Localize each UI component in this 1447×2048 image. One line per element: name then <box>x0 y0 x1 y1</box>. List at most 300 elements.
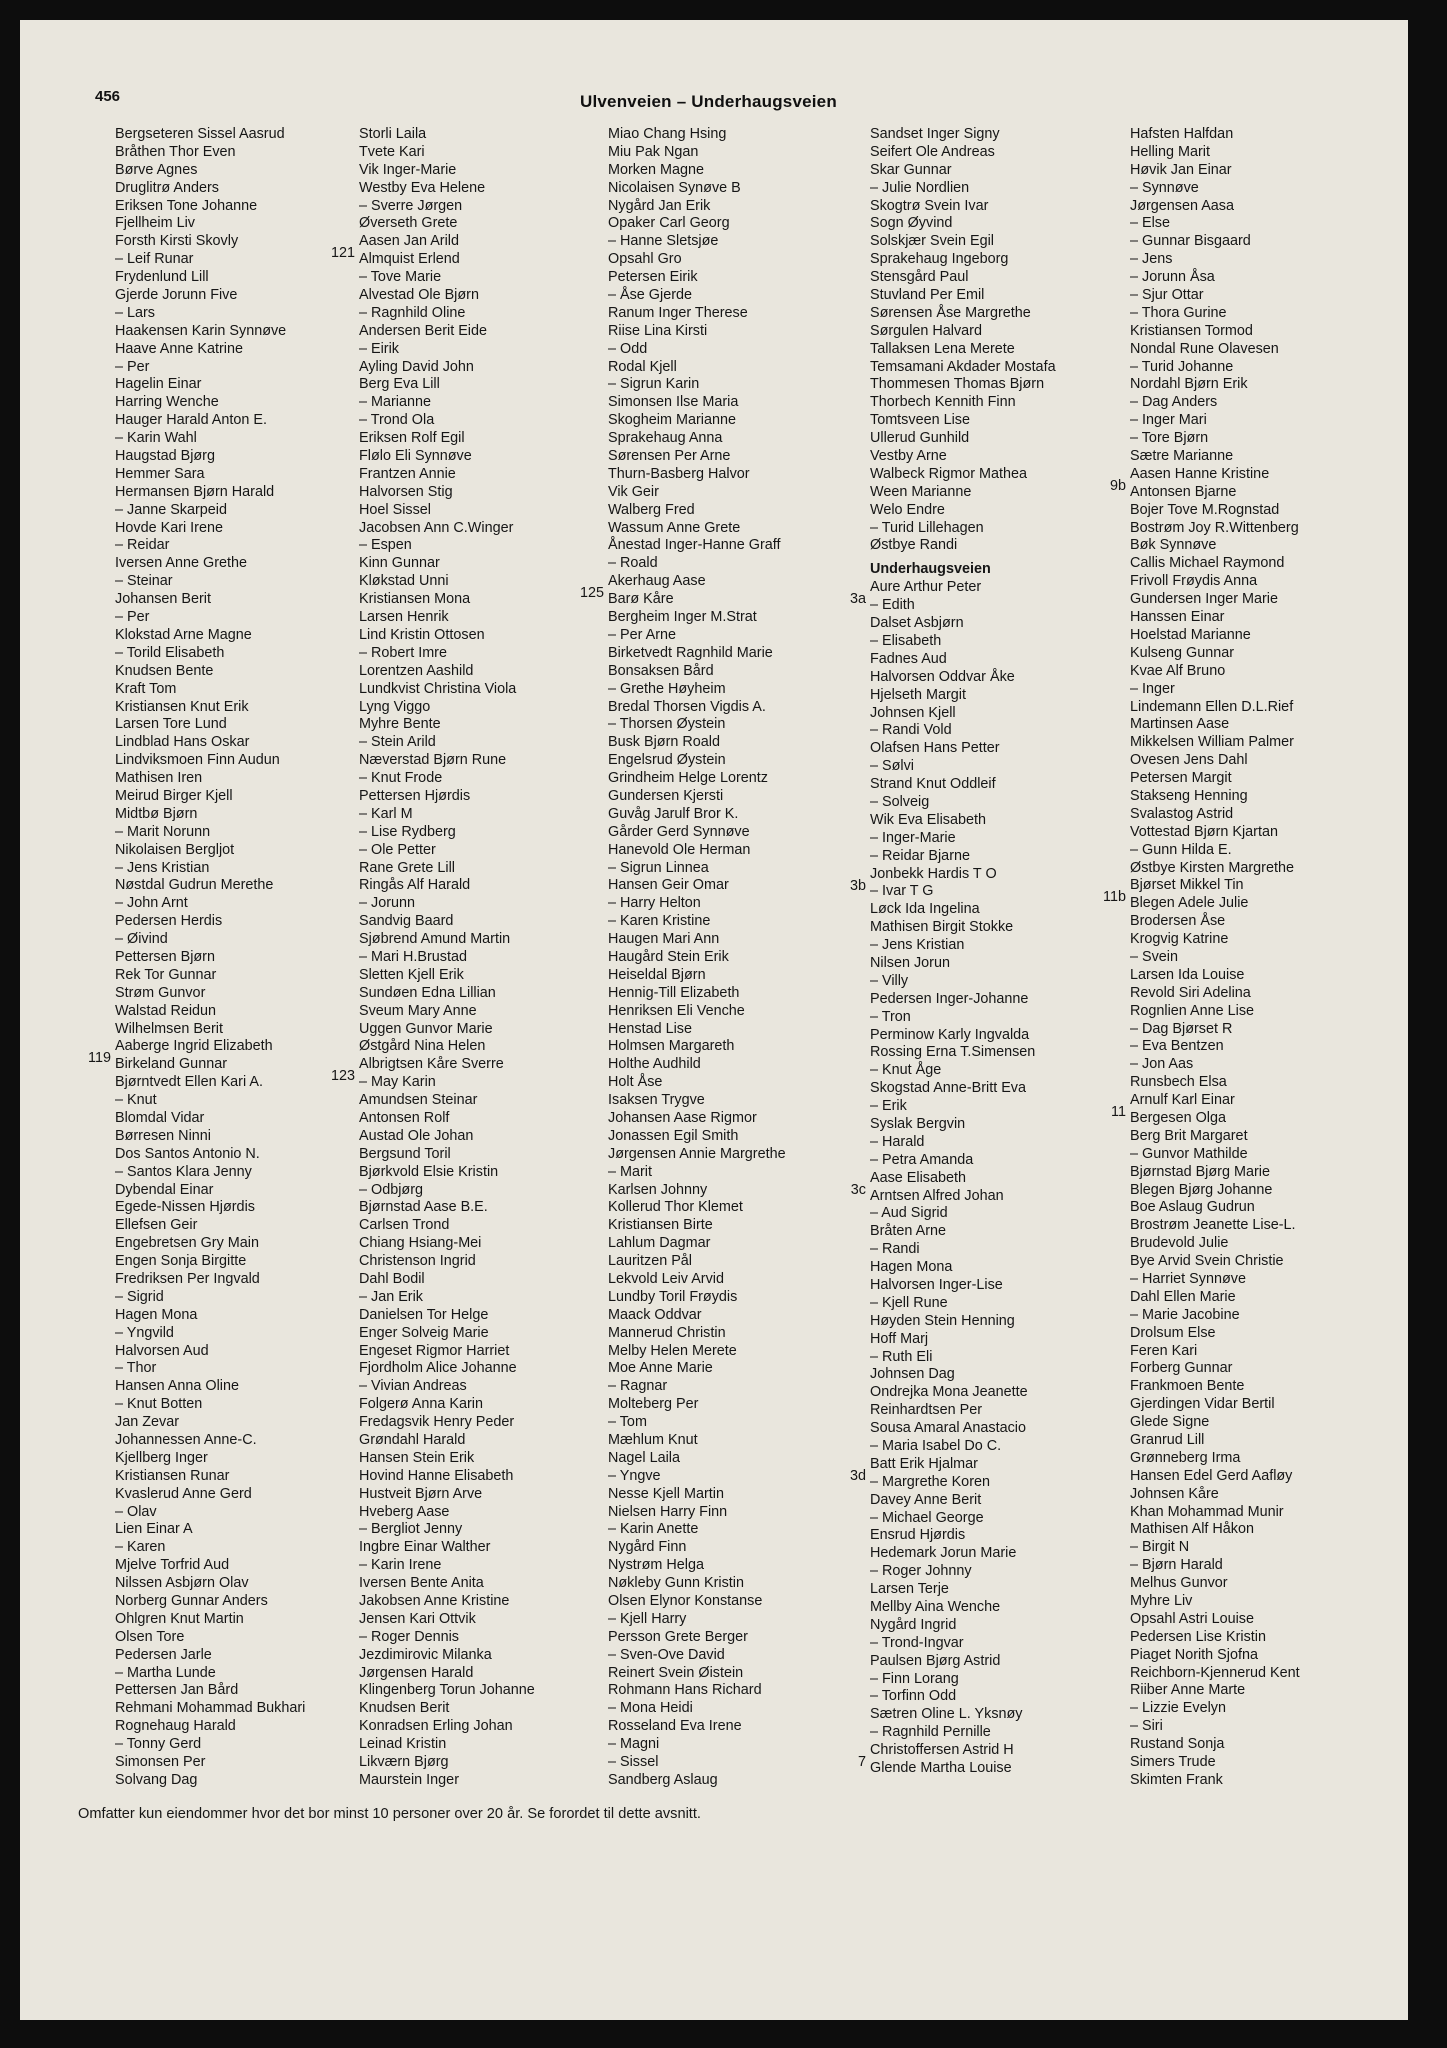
resident-entry <box>115 734 365 752</box>
directory-column-4 <box>849 126 1120 1778</box>
directory-column-5 <box>1103 126 1380 1790</box>
resident-name: – Stein Arild <box>359 734 436 751</box>
resident-name: Midtbø Bjørn <box>115 805 198 822</box>
resident-entry <box>608 1665 858 1683</box>
resident-entry <box>608 1128 858 1146</box>
resident-entry <box>115 1307 365 1325</box>
resident-entry <box>608 305 858 323</box>
resident-name: Martinsen Aase <box>1130 716 1230 733</box>
resident-name: Mæhlum Knut <box>608 1432 698 1449</box>
resident-entry <box>115 1378 365 1396</box>
resident-entry <box>608 394 858 412</box>
resident-entry <box>608 1378 858 1396</box>
resident-entry <box>608 1772 858 1790</box>
resident-entry <box>1130 1521 1380 1539</box>
resident-entry <box>1130 1038 1380 1056</box>
resident-entry <box>1130 752 1380 770</box>
resident-entry <box>1130 215 1380 233</box>
resident-entry <box>608 824 858 842</box>
resident-entry <box>115 1629 365 1647</box>
resident-entry <box>1130 1217 1380 1235</box>
resident-name: Forberg Gunnar <box>1130 1360 1233 1377</box>
resident-name: Svalastog Astrid <box>1130 805 1234 822</box>
resident-name: Skogstad Anne-Britt Eva <box>870 1080 1026 1097</box>
resident-entry <box>1130 1450 1380 1468</box>
house-number: 11b <box>1103 889 1126 906</box>
resident-name: Hoff Marj <box>870 1330 929 1347</box>
resident-entry <box>608 645 858 663</box>
resident-entry <box>1130 1557 1380 1575</box>
resident-name: – Karin Irene <box>359 1557 442 1574</box>
resident-entry <box>359 734 609 752</box>
resident-name: – Ragnar <box>608 1378 668 1395</box>
resident-name: – Ragnhild Oline <box>359 304 466 321</box>
resident-entry <box>115 520 365 538</box>
resident-entry <box>608 1021 858 1039</box>
resident-name: Østbye Randi <box>870 537 958 554</box>
resident-name: – Sigrun Linnea <box>608 859 709 876</box>
resident-entry <box>608 842 858 860</box>
resident-entry <box>115 162 365 180</box>
resident-entry <box>359 520 609 538</box>
house-number: 7 <box>857 1754 866 1771</box>
resident-name: – Elisabeth <box>870 632 942 649</box>
resident-entry <box>115 752 365 770</box>
resident-entry <box>359 913 609 931</box>
resident-entry <box>870 1223 1120 1241</box>
resident-name: Øverseth Grete <box>359 215 458 232</box>
resident-entry <box>608 484 858 502</box>
resident-entry <box>359 770 609 788</box>
resident-name: – Kjell Harry <box>608 1610 687 1627</box>
resident-entry <box>115 126 365 144</box>
resident-name: – Inger Mari <box>1130 412 1207 429</box>
resident-entry <box>1130 913 1380 931</box>
resident-name: Nagel Laila <box>608 1449 681 1466</box>
resident-entry <box>1130 1343 1380 1361</box>
resident-name: Ingbre Einar Walther <box>359 1539 491 1556</box>
resident-name: – Inger-Marie <box>870 829 956 846</box>
resident-entry <box>1130 1504 1380 1522</box>
resident-name: Jan Zevar <box>115 1414 179 1431</box>
resident-entry <box>359 1647 609 1665</box>
resident-entry <box>608 788 858 806</box>
resident-name: Morken Magne <box>608 161 704 178</box>
resident-entry <box>1130 949 1380 967</box>
resident-name: Nygård Ingrid <box>870 1616 957 1633</box>
resident-entry <box>608 1343 858 1361</box>
resident-name: Fjordholm Alice Johanne <box>359 1360 517 1377</box>
resident-name: Rustand Sonja <box>1130 1736 1225 1753</box>
resident-entry <box>1130 1772 1380 1790</box>
resident-entry <box>1130 645 1380 663</box>
resident-entry <box>359 663 609 681</box>
resident-entry <box>1130 144 1380 162</box>
resident-entry <box>1130 824 1380 842</box>
resident-name: Olsen Elynor Konstanse <box>608 1593 763 1610</box>
resident-entry <box>115 788 365 806</box>
resident-name: Brodersen Åse <box>1130 913 1226 930</box>
resident-name: Kulseng Gunnar <box>1130 644 1235 661</box>
resident-entry <box>359 1432 609 1450</box>
resident-name: – Villy <box>870 972 909 989</box>
resident-name: – Tonny Gerd <box>115 1736 202 1753</box>
resident-name: Lundkvist Christina Viola <box>359 680 517 697</box>
resident-name: Lindblad Hans Oskar <box>115 734 250 751</box>
resident-name: – Yngvild <box>115 1324 174 1341</box>
resident-name: Aaberge Ingrid Elizabeth <box>115 1038 273 1055</box>
resident-entry <box>608 1289 858 1307</box>
resident-entry <box>608 1414 858 1432</box>
resident-name: Grindheim Helge Lorentz <box>608 770 768 787</box>
resident-entry <box>1130 1360 1380 1378</box>
resident-entry <box>1130 520 1380 538</box>
resident-name: Callis Michael Raymond <box>1130 555 1285 572</box>
resident-entry <box>359 484 609 502</box>
resident-entry <box>608 1593 858 1611</box>
resident-name: Fadnes Aud <box>870 650 947 667</box>
resident-entry <box>359 287 609 305</box>
resident-entry <box>870 520 1120 538</box>
resident-entry <box>115 1575 365 1593</box>
house-number: 125 <box>579 585 604 602</box>
resident-name: Drolsum Else <box>1130 1324 1216 1341</box>
resident-name: – Ruth Eli <box>870 1348 933 1365</box>
resident-entry <box>608 1468 858 1486</box>
resident-name: Bergsund Toril <box>359 1145 451 1162</box>
resident-name: Bojer Tove M.Rognstad <box>1130 501 1280 518</box>
resident-name: Nilsen Jorun <box>870 954 950 971</box>
resident-entry <box>115 144 365 162</box>
resident-name: Bredal Thorsen Vigdis A. <box>608 698 766 715</box>
resident-name: Arntsen Alfred Johan <box>870 1187 1004 1204</box>
resident-name: Nøstdal Gudrun Merethe <box>115 877 274 894</box>
resident-entry <box>1130 1736 1380 1754</box>
resident-entry <box>608 430 858 448</box>
resident-name: – Espen <box>359 537 412 554</box>
resident-name: – Lars <box>115 304 155 321</box>
resident-entry <box>359 1182 609 1200</box>
resident-name: – Karen <box>115 1539 166 1556</box>
resident-entry <box>870 1259 1120 1277</box>
house-number: 3a <box>849 591 866 608</box>
house-number: 119 <box>88 1050 111 1067</box>
resident-name: Bjørkvold Elsie Kristin <box>359 1163 499 1180</box>
resident-name: Skogtrø Svein Ivar <box>870 197 989 214</box>
resident-entry <box>115 1521 365 1539</box>
resident-name: Andersen Berit Eide <box>359 322 487 339</box>
resident-name: – Sven-Ove David <box>608 1646 725 1663</box>
resident-name: Ondrejka Mona Jeanette <box>870 1384 1028 1401</box>
resident-name: Mannerud Christin <box>608 1324 726 1341</box>
resident-entry <box>1130 1021 1380 1039</box>
resident-entry <box>359 1521 609 1539</box>
resident-entry <box>115 860 365 878</box>
resident-name: Temsamani Akdader Mostafa <box>870 358 1056 375</box>
resident-entry <box>870 1760 1120 1778</box>
resident-entry <box>359 1235 609 1253</box>
resident-name: – Sjur Ottar <box>1130 287 1204 304</box>
resident-name: Østbye Kirsten Margrethe <box>1130 859 1294 876</box>
resident-name: Nikolaisen Bergljot <box>115 841 235 858</box>
resident-entry <box>870 1688 1120 1706</box>
resident-entry <box>1130 323 1380 341</box>
resident-entry <box>359 215 609 233</box>
resident-name: – Eva Bentzen <box>1130 1038 1224 1055</box>
resident-name: – Bergliot Jenny <box>359 1521 463 1538</box>
resident-entry <box>870 1724 1120 1742</box>
resident-name: Blegen Bjørg Johanne <box>1130 1181 1273 1198</box>
resident-entry <box>608 1521 858 1539</box>
resident-name: Dalset Asbjørn <box>870 615 964 632</box>
resident-entry <box>870 1080 1120 1098</box>
resident-entry <box>870 973 1120 991</box>
resident-name: Carlsen Trond <box>359 1217 450 1234</box>
resident-name: Hagen Mona <box>115 1306 198 1323</box>
house-number: 3d <box>849 1467 866 1484</box>
resident-entry <box>115 1360 365 1378</box>
resident-entry <box>115 591 365 609</box>
resident-entry <box>608 555 858 573</box>
resident-name: Nygård Finn <box>608 1539 687 1556</box>
resident-entry <box>870 1563 1120 1581</box>
resident-name: Gårder Gerd Synnøve <box>608 823 750 840</box>
resident-name: Myhre Bente <box>359 716 441 733</box>
resident-name: Austad Ole Johan <box>359 1127 474 1144</box>
resident-entry <box>608 162 858 180</box>
resident-entry <box>870 991 1120 1009</box>
resident-entry <box>870 1277 1120 1295</box>
resident-name: Birketvedt Ragnhild Marie <box>608 644 773 661</box>
resident-entry <box>608 1199 858 1217</box>
resident-entry <box>870 651 1120 669</box>
resident-name: – Jens Kristian <box>115 859 210 876</box>
resident-name: – Harriet Synnøve <box>1130 1271 1246 1287</box>
resident-entry <box>359 126 609 144</box>
resident-name: Rehmani Mohammad Bukhari <box>115 1700 306 1717</box>
resident-entry <box>1130 359 1380 377</box>
resident-name: – Robert Imre <box>359 644 447 661</box>
resident-entry <box>1130 1611 1380 1629</box>
resident-name: Haugstad Bjørg <box>115 448 215 465</box>
resident-entry <box>870 1510 1120 1528</box>
resident-name: Blegen Adele Julie <box>1130 895 1249 912</box>
resident-entry <box>115 1271 365 1289</box>
resident-entry <box>359 752 609 770</box>
resident-name: Melby Helen Merete <box>608 1342 737 1359</box>
page-header: Ulvenveien – Underhaugsveien <box>580 92 837 111</box>
resident-name: – Torfinn Odd <box>870 1688 957 1705</box>
resident-name: Folgerø Anna Karin <box>359 1396 483 1413</box>
resident-name: Lyng Viggo <box>359 698 431 715</box>
resident-entry <box>608 860 858 878</box>
resident-entry <box>608 448 858 466</box>
resident-entry <box>608 967 858 985</box>
resident-name: – Odd <box>608 340 648 357</box>
resident-name: Eriksen Tone Johanne <box>115 197 258 214</box>
resident-entry <box>359 1593 609 1611</box>
resident-name: Nystrøm Helga <box>608 1557 704 1574</box>
resident-entry <box>359 949 609 967</box>
resident-entry <box>608 359 858 377</box>
resident-entry <box>1130 1074 1380 1092</box>
resident-entry <box>608 466 858 484</box>
resident-name: Amundsen Steinar <box>359 1092 478 1109</box>
resident-name: – Finn Lorang <box>870 1670 959 1687</box>
resident-name: Miao Chang Hsing <box>608 126 727 142</box>
resident-entry <box>115 305 365 323</box>
resident-name: Larsen Tore Lund <box>115 716 227 733</box>
resident-entry <box>359 466 609 484</box>
resident-entry <box>115 1146 365 1164</box>
resident-name: Maack Oddvar <box>608 1306 702 1323</box>
resident-entry <box>115 573 365 591</box>
resident-entry <box>870 633 1120 651</box>
resident-entry <box>608 215 858 233</box>
resident-entry <box>359 430 609 448</box>
resident-entry <box>870 1527 1120 1545</box>
resident-entry <box>870 848 1120 866</box>
resident-name: Opaker Carl Georg <box>608 215 730 232</box>
resident-name: Bostrøm Joy R.Wittenberg <box>1130 519 1299 536</box>
resident-entry <box>359 716 609 734</box>
resident-name: Mikkelsen William Palmer <box>1130 734 1294 751</box>
resident-name: – Vivian Andreas <box>359 1378 467 1395</box>
resident-entry <box>870 376 1120 394</box>
resident-name: Sveum Mary Anne <box>359 1002 477 1019</box>
resident-entry <box>608 1754 858 1772</box>
resident-name: Lundby Toril Frøydis <box>608 1288 738 1305</box>
resident-entry <box>115 967 365 985</box>
resident-entry <box>359 305 609 323</box>
resident-name: Henriksen Eli Venche <box>608 1002 745 1019</box>
resident-entry <box>870 502 1120 520</box>
resident-entry <box>359 1325 609 1343</box>
resident-entry <box>115 1718 365 1736</box>
resident-entry <box>359 1217 609 1235</box>
resident-name: Bråthen Thor Even <box>115 143 236 160</box>
resident-entry <box>1130 681 1380 699</box>
resident-name: Nordahl Bjørn Erik <box>1130 376 1248 393</box>
resident-name: Lorentzen Aashild <box>359 662 474 679</box>
resident-name: Walstad Reidun <box>115 1002 217 1019</box>
resident-name: Ohlgren Knut Martin <box>115 1610 244 1627</box>
resident-entry <box>359 555 609 573</box>
resident-entry <box>608 1056 858 1074</box>
resident-entry <box>359 1164 609 1182</box>
resident-name: Aasen Hanne Kristine <box>1130 465 1270 482</box>
resident-entry <box>1130 1289 1380 1307</box>
resident-name: Nøkleby Gunn Kristin <box>608 1575 744 1592</box>
resident-entry <box>1130 895 1380 913</box>
resident-entry <box>1130 1146 1380 1164</box>
house-number: 123 <box>330 1068 355 1085</box>
resident-entry <box>608 1557 858 1575</box>
resident-name: Sørensen Åse Margrethe <box>870 304 1031 321</box>
resident-entry <box>870 1366 1120 1384</box>
resident-name: Mathisen Iren <box>115 770 203 787</box>
resident-name: Lien Einar A <box>115 1521 193 1538</box>
resident-name: Sletten Kjell Erik <box>359 966 464 983</box>
resident-name: Johnsen Dag <box>870 1366 955 1383</box>
resident-entry <box>1130 1629 1380 1647</box>
resident-entry <box>115 323 365 341</box>
resident-entry <box>1130 1593 1380 1611</box>
resident-name: Sogn Øyvind <box>870 215 953 232</box>
resident-entry <box>359 1021 609 1039</box>
resident-entry <box>115 806 365 824</box>
resident-entry <box>1130 1575 1380 1593</box>
resident-entry <box>1130 1682 1380 1700</box>
resident-name: Pedersen Inger-Johanne <box>870 990 1029 1007</box>
resident-name: Ovesen Jens Dahl <box>1130 752 1248 769</box>
resident-name: Bjørntvedt Ellen Kari A. <box>115 1074 263 1091</box>
resident-entry <box>359 1003 609 1021</box>
resident-name: Karlsen Johnny <box>608 1181 708 1198</box>
resident-name: – Sverre Jørgen <box>359 197 463 214</box>
resident-entry <box>115 537 365 555</box>
resident-name: Solvang Dag <box>115 1771 198 1788</box>
resident-name: – May Karin <box>359 1074 436 1091</box>
resident-name: – Dag Bjørset R <box>1130 1020 1233 1037</box>
resident-entry <box>870 466 1120 484</box>
resident-entry <box>359 323 609 341</box>
resident-entry <box>1130 162 1380 180</box>
resident-entry <box>870 955 1120 973</box>
resident-name: – Sissel <box>608 1754 659 1771</box>
resident-entry <box>870 1438 1120 1456</box>
resident-entry <box>115 985 365 1003</box>
resident-name: – Margrethe Koren <box>870 1473 990 1490</box>
resident-name: – Else <box>1130 215 1170 232</box>
resident-entry <box>115 1253 365 1271</box>
resident-name: Forsth Kirsti Skovly <box>115 233 239 250</box>
resident-entry <box>359 1504 609 1522</box>
resident-entry <box>608 1736 858 1754</box>
resident-name: Mathisen Birgit Stokke <box>870 919 1014 936</box>
resident-entry <box>608 1217 858 1235</box>
resident-name: Hansen Geir Omar <box>608 877 729 894</box>
resident-name: Rodal Kjell <box>608 358 677 375</box>
resident-name: Gjerde Jorunn Five <box>115 287 238 304</box>
resident-entry <box>1130 394 1380 412</box>
resident-entry <box>115 251 365 269</box>
resident-entry <box>359 1110 609 1128</box>
resident-name: Chiang Hsiang-Mei <box>359 1235 482 1252</box>
resident-name: Bergseteren Sissel Aasrud <box>115 126 285 142</box>
resident-entry <box>870 1384 1120 1402</box>
resident-entry <box>608 1539 858 1557</box>
resident-name: – Synnøve <box>1130 179 1199 196</box>
resident-entry <box>359 412 609 430</box>
resident-entry <box>870 1331 1120 1349</box>
resident-name: Skar Gunnar <box>870 161 952 178</box>
resident-name: Christoffersen Astrid H <box>870 1742 1014 1759</box>
resident-entry <box>1130 287 1380 305</box>
resident-entry <box>1130 430 1380 448</box>
resident-entry <box>115 412 365 430</box>
resident-name: Heiseldal Bjørn <box>608 966 706 983</box>
resident-name: Skimten Frank <box>1130 1771 1223 1788</box>
resident-name: Riise Lina Kirsti <box>608 322 708 339</box>
resident-name: Petersen Margit <box>1130 770 1232 787</box>
resident-name: Kvaslerud Anne Gerd <box>115 1485 252 1502</box>
resident-entry <box>1130 1182 1380 1200</box>
resident-name: Reinhardtsen Per <box>870 1402 982 1419</box>
resident-name: Johannessen Anne-C. <box>115 1432 257 1449</box>
resident-name: Børve Agnes <box>115 161 198 178</box>
resident-name: – Turid Lillehagen <box>870 519 984 536</box>
